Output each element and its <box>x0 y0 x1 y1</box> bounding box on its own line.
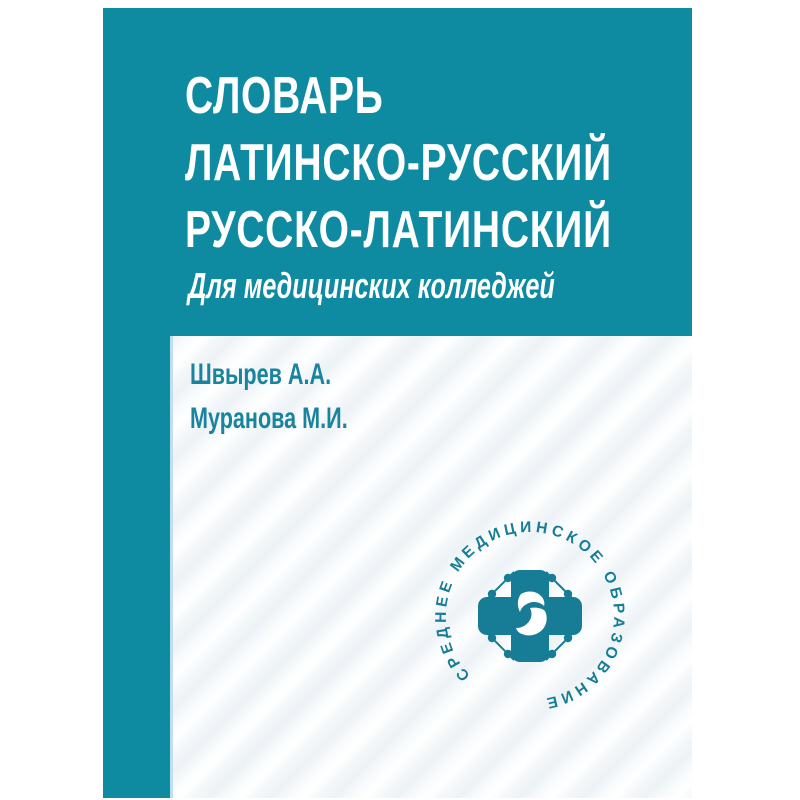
cover-bottom-panel <box>170 336 692 798</box>
logo-ring-text: СРЕДНЕЕ МЕДИЦИНСКОЕ ОБРАЗОВАНИЕ <box>432 518 628 713</box>
authors-block <box>190 353 348 441</box>
publisher-logo <box>415 501 645 731</box>
book-subtitle: Для медицинских колледжей <box>188 265 555 306</box>
book-cover <box>103 8 692 798</box>
book-title <box>185 63 612 264</box>
title-line-3: РУССКО-ЛАТИНСКИЙ <box>185 201 612 259</box>
medical-cross-icon <box>478 570 582 662</box>
title-line-1: СЛОВАРЬ <box>185 67 384 125</box>
author-name: Муранова М.И. <box>190 402 348 435</box>
title-line-2: ЛАТИНСКО-РУССКИЙ <box>185 134 612 192</box>
author-name: Швырев А.А. <box>190 358 332 391</box>
